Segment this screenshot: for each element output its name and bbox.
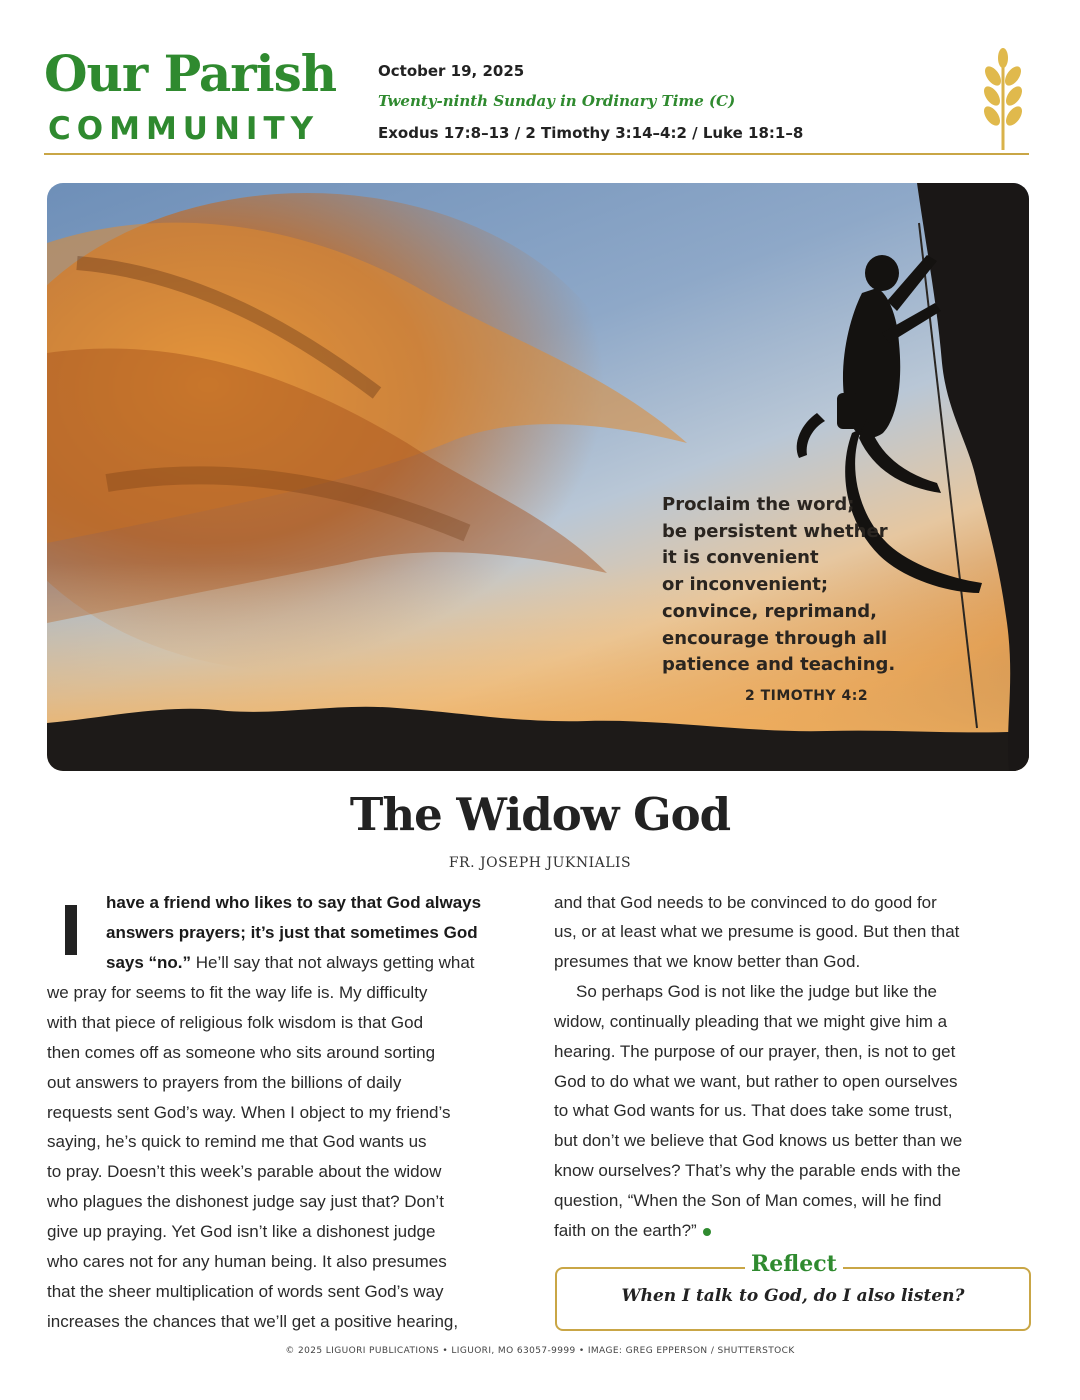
col1-line bbox=[106, 952, 475, 974]
col1-line: then comes off as someone who sits around sorting bbox=[47, 1043, 436, 1062]
article-byline: FR. JOSEPH JUKNIALIS bbox=[448, 855, 632, 871]
quote-line: it is convenient bbox=[662, 547, 819, 569]
col1-line: have a friend who likes to say that God always bbox=[106, 893, 482, 912]
brand-subtitle: COMMUNITY bbox=[48, 111, 320, 147]
quote-line: encourage through all bbox=[662, 627, 888, 649]
brand-title: Our Parish bbox=[44, 44, 337, 103]
end-mark-icon bbox=[703, 1228, 711, 1236]
col2-line: hearing. The purpose of our prayer, then, is not to get bbox=[554, 1042, 956, 1061]
col2-line-text: faith on the earth?” bbox=[554, 1221, 697, 1240]
col1-line: with that piece of religious folk wisdom is that God bbox=[47, 1013, 424, 1032]
scripture-readings: Exodus 17:8–13 / 2 Timothy 3:14–4:2 / Luke 18:1–8 bbox=[378, 124, 804, 142]
quote-line: or inconvenient; bbox=[662, 574, 829, 596]
col2-line: know ourselves? That’s why the parable ends with the bbox=[554, 1161, 961, 1180]
col1-line: we pray for seems to fit the way life is. My difficulty bbox=[47, 983, 428, 1002]
col1-line: out answers to prayers from the billions of daily bbox=[47, 1073, 402, 1092]
quote-line: convince, reprimand, bbox=[662, 600, 878, 622]
col1-line: who cares not for any human being. It also presumes bbox=[47, 1252, 447, 1271]
col1-line: increases the chances that we’ll get a positive hearing, bbox=[47, 1312, 459, 1331]
col1-line: saying, he’s quick to remind me that God wants us bbox=[47, 1132, 427, 1151]
col2-line: to what God wants for us. That does take some trust, bbox=[554, 1101, 953, 1120]
issue-date: October 19, 2025 bbox=[378, 62, 525, 80]
col2-line: So perhaps God is not like the judge but like the bbox=[576, 982, 938, 1001]
col1-line: to pray. Doesn’t this week’s parable about the widow bbox=[47, 1162, 442, 1181]
col2-line: and that God needs to be convinced to do good for bbox=[554, 893, 937, 912]
header-rule bbox=[44, 153, 1029, 155]
col1-line-rest: He’ll say that not always getting what bbox=[191, 953, 475, 972]
copyright-footer: © 2025 LIGUORI PUBLICATIONS • LIGUORI, MO 63057-9999 • IMAGE: GREG EPPERSON / SHUTTERSTOCK bbox=[285, 1346, 795, 1356]
col2-line: but don’t we believe that God knows us better than we bbox=[554, 1131, 963, 1150]
hero-image bbox=[47, 183, 1029, 771]
col2-line: widow, continually pleading that we might give him a bbox=[554, 1012, 948, 1031]
drop-cap-i bbox=[65, 905, 77, 955]
col2-line: us, or at least what we presume is good. But then that bbox=[554, 922, 960, 941]
col2-line: question, “When the Son of Man comes, will he find bbox=[554, 1191, 942, 1210]
reflect-question: When I talk to God, do I also listen? bbox=[621, 1286, 965, 1306]
col2-line: God to do what we want, but rather to open ourselves bbox=[554, 1072, 958, 1091]
wheat-icon bbox=[976, 44, 1030, 152]
quote-reference: 2 TIMOTHY 4:2 bbox=[745, 688, 869, 704]
col1-line-bold: says “no.” bbox=[106, 953, 192, 972]
quote-line: be persistent whether bbox=[662, 520, 888, 542]
quote-line: patience and teaching. bbox=[662, 654, 896, 676]
col2-last-line bbox=[554, 1220, 711, 1242]
quote-line: Proclaim the word; bbox=[662, 494, 855, 515]
col1-line: give up praying. Yet God isn’t like a dishonest judge bbox=[47, 1222, 436, 1241]
col2-line: presumes that we know better than God. bbox=[554, 952, 861, 971]
col1-line: answers prayers; it’s just that sometimes God bbox=[106, 923, 478, 942]
reflect-title: Reflect bbox=[745, 1251, 843, 1277]
climber-sunset-illustration bbox=[47, 183, 1029, 771]
col1-line: who plagues the dishonest judge say just that? Don’t bbox=[47, 1192, 444, 1211]
scripture-quote bbox=[662, 492, 902, 679]
col1-line: requests sent God’s way. When I object to my friend’s bbox=[47, 1103, 451, 1122]
liturgical-day: Twenty-ninth Sunday in Ordinary Time (C) bbox=[378, 92, 736, 110]
article-title: The Widow God bbox=[349, 788, 731, 841]
col1-line: that the sheer multiplication of words sent God’s way bbox=[47, 1282, 444, 1301]
